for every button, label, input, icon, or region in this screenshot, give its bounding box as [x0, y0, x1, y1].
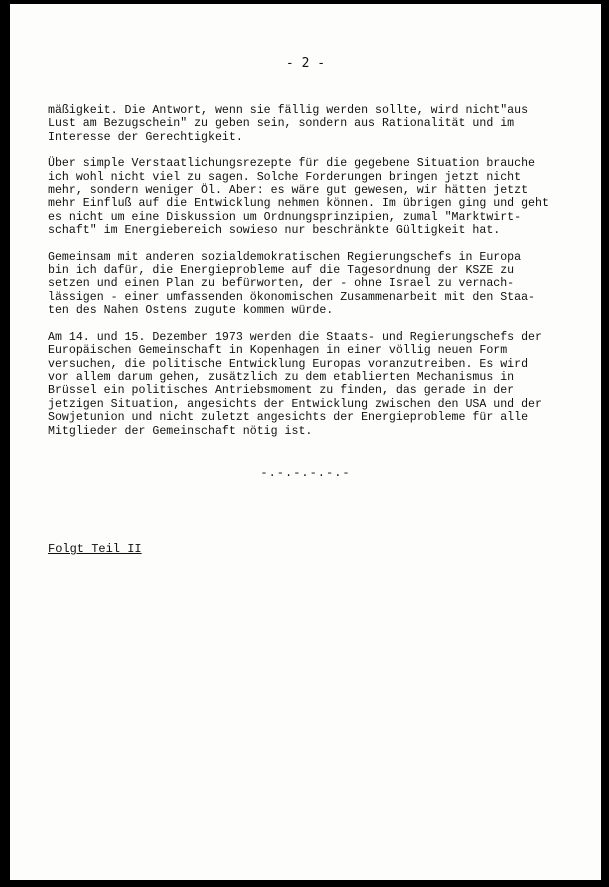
text-line: mäßigkeit. Die Antwort, wenn sie fällig werden sollte, wird nicht"aus — [48, 104, 529, 117]
text-line: es nicht um eine Diskussion um Ordnungsprinzipien, zumal "Marktwirt- — [48, 210, 522, 224]
paragraph-1 — [48, 104, 573, 144]
text-line: Am 14. und 15. Dezember 1973 werden die Staats- und Regierungschefs der — [48, 330, 542, 344]
continuation-note: Folgt Teil II — [48, 542, 142, 556]
document-page — [10, 4, 601, 880]
paragraph-4 — [48, 331, 573, 438]
text-line: Über simple Verstaatlichungsrezepte für die gegebene Situation brauche — [48, 157, 536, 171]
text-line: lässigen - einer umfassenden ökonomischen Zusammenarbeit mit den Staa- — [48, 290, 536, 304]
text-line: versuchen, die politische Entwicklung Europas voranzutreiben. Es wird — [48, 357, 529, 371]
text-line: mehr, sondern weniger Öl. Aber: es wäre gut gewesen, wir hätten jetzt — [48, 184, 529, 198]
text-line: setzen und einen Plan zu befürworten, der - ohne Israel zu vernach- — [48, 277, 515, 291]
text-line: Mitglieder der Gemeinschaft nötig ist. — [48, 424, 313, 438]
text-line: Interesse der Gerechtigkeit. — [48, 130, 243, 144]
text-line: schaft" im Energiebereich sowieso nur beschränkte Gültigkeit hat. — [48, 224, 501, 238]
paragraph-2 — [48, 157, 573, 237]
text-line: ich wohl nicht viel zu sagen. Solche Forderungen bringen jetzt nicht — [48, 170, 522, 184]
text-line: Gemeinsam mit anderen sozialdemokratischen Regierungschefs in Europa — [48, 250, 522, 264]
text-line: Europäischen Gemeinschaft in Kopenhagen in einer völlig neuen Form — [48, 344, 508, 358]
body-text — [48, 104, 573, 451]
text-line: Lust am Bezugschein" zu geben sein, sondern aus Rationalität und im — [48, 117, 515, 131]
text-line: vor allem darum gehen, zusätzlich zu dem etablierten Mechanismus in — [48, 370, 515, 384]
text-line: bin ich dafür, die Energieprobleme auf die Tagesordnung der KSZE zu — [48, 264, 515, 278]
page-number: - 2 - — [285, 56, 326, 71]
text-line: mehr Einfluß auf die Entwicklung nehmen können. Im übrigen ging und geht — [48, 197, 549, 211]
text-line: Sowjetunion und nicht zuletzt angesichts der Energieprobleme für alle — [48, 411, 529, 425]
section-divider: -.-.-.-.-.- — [260, 466, 351, 480]
paragraph-3 — [48, 251, 573, 318]
text-line: Brüssel ein politisches Antriebsmoment zu finden, das gerade in der — [48, 384, 515, 398]
text-line: ten des Nahen Ostens zugute kommen würde. — [48, 304, 334, 318]
text-line: jetzigen Situation, angesichts der Entwicklung zwischen den USA und der — [48, 397, 542, 411]
